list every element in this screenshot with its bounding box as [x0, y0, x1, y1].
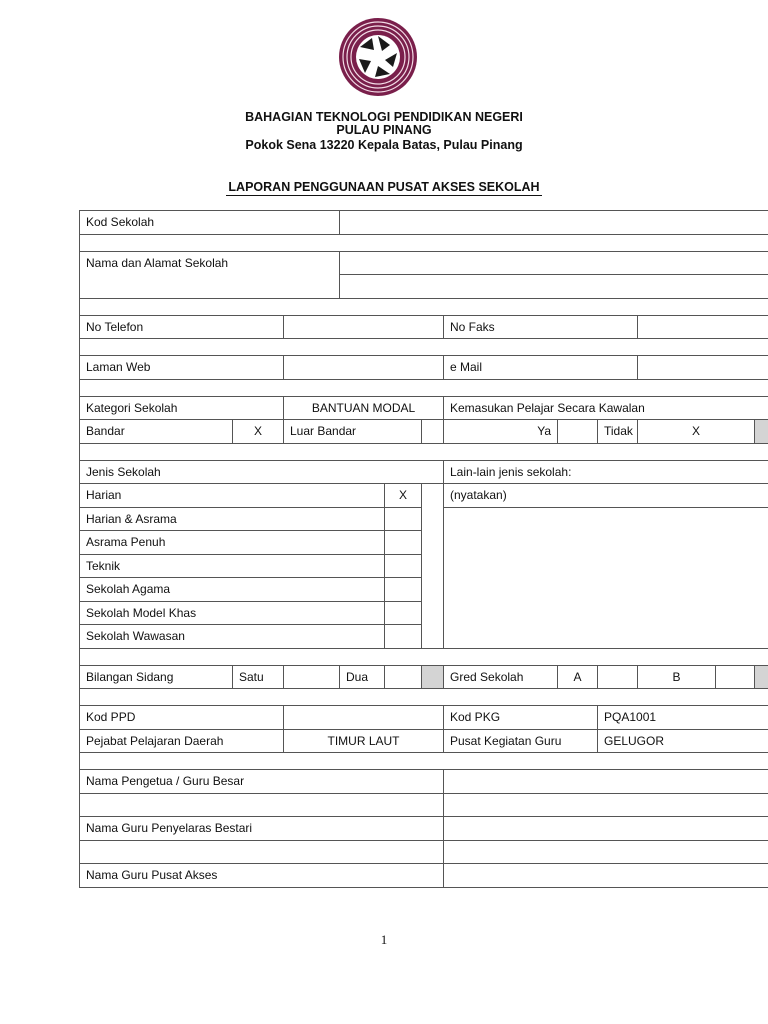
jenis-item-checkbox[interactable]: [385, 625, 422, 649]
blank-cell: [80, 793, 444, 817]
table-row: [80, 864, 768, 888]
jenis-item-checkbox[interactable]: X: [385, 484, 422, 508]
kod-ppd-label: Kod PPD: [80, 706, 284, 730]
satu-checkbox[interactable]: [284, 665, 340, 689]
nama-pusat-akses-field[interactable]: [444, 864, 768, 888]
pusat-kegiatan-label: Pusat Kegiatan Guru: [444, 729, 598, 753]
jenis-item-label: Harian: [80, 484, 385, 508]
gred-a-checkbox[interactable]: [598, 665, 638, 689]
org-address: Pokok Sena 13220 Kepala Batas, Pulau Pinang: [245, 138, 523, 152]
no-telefon-label: No Telefon: [80, 315, 284, 339]
kod-pkg-value: PQA1001: [598, 706, 768, 730]
jenis-item-checkbox[interactable]: [385, 507, 422, 531]
aperture-emblem-icon: [338, 17, 418, 97]
no-faks-label: No Faks: [444, 315, 638, 339]
shaded-cell: [755, 420, 768, 444]
jenis-item-checkbox[interactable]: [385, 531, 422, 555]
jenis-item-label: Sekolah Agama: [80, 578, 385, 602]
luar-bandar-checkbox[interactable]: [422, 420, 444, 444]
table-row: [80, 729, 768, 753]
nama-penyelaras-label: Nama Guru Penyelaras Bestari: [80, 817, 444, 841]
nama-penyelaras-field[interactable]: [444, 817, 768, 841]
table-row: [80, 817, 768, 841]
spacer-row: [80, 234, 768, 251]
spacer-row: [80, 339, 768, 356]
bandar-label: Bandar: [80, 420, 233, 444]
no-faks-field[interactable]: [638, 315, 768, 339]
spacer-row: [80, 648, 768, 665]
table-row: [80, 396, 768, 420]
jenis-item-label: Harian & Asrama: [80, 507, 385, 531]
no-telefon-field[interactable]: [284, 315, 444, 339]
email-field[interactable]: [638, 356, 768, 380]
pejabat-pelajaran-value: TIMUR LAUT: [284, 729, 444, 753]
table-row: [80, 460, 768, 484]
jenis-item-checkbox[interactable]: [385, 554, 422, 578]
gred-a-label: A: [558, 665, 598, 689]
dua-label: Dua: [340, 665, 385, 689]
table-row: [80, 420, 768, 444]
table-row: [80, 251, 768, 275]
email-label: e Mail: [444, 356, 638, 380]
form-title: LAPORAN PENGGUNAAN PUSAT AKSES SEKOLAH: [228, 180, 540, 194]
table-row: [80, 706, 768, 730]
satu-label: Satu: [233, 665, 284, 689]
nama-pengetua-label: Nama Pengetua / Guru Besar: [80, 770, 444, 794]
kemasukan-pelajar-label: Kemasukan Pelajar Secara Kawalan: [444, 396, 768, 420]
jenis-item-checkbox[interactable]: [385, 601, 422, 625]
jenis-blank-column: [422, 484, 444, 649]
lain-lain-field[interactable]: [444, 507, 768, 648]
gred-b-checkbox[interactable]: [716, 665, 755, 689]
jenis-item-checkbox[interactable]: [385, 578, 422, 602]
jenis-item-label: Sekolah Model Khas: [80, 601, 385, 625]
page-number: 1: [380, 932, 388, 947]
bilangan-sidang-label: Bilangan Sidang: [80, 665, 233, 689]
kod-pkg-label: Kod PKG: [444, 706, 598, 730]
blank-cell: [80, 840, 444, 864]
jenis-item-label: Teknik: [80, 554, 385, 578]
spacer-row: [80, 753, 768, 770]
dua-checkbox[interactable]: [385, 665, 422, 689]
table-row: [80, 770, 768, 794]
nama-alamat-label: Nama dan Alamat Sekolah: [80, 251, 340, 298]
table-row: [80, 793, 768, 817]
table-row: [80, 211, 768, 235]
tidak-checkbox[interactable]: X: [638, 420, 755, 444]
shaded-cell: [422, 665, 444, 689]
pusat-kegiatan-value: GELUGOR: [598, 729, 768, 753]
nama-pengetua-field[interactable]: [444, 770, 768, 794]
table-row: [80, 356, 768, 380]
kategori-sekolah-label: Kategori Sekolah: [80, 396, 284, 420]
spacer-row: [80, 689, 768, 706]
laman-web-label: Laman Web: [80, 356, 284, 380]
kod-sekolah-label: Kod Sekolah: [80, 211, 340, 235]
spacer-row: [80, 379, 768, 396]
pejabat-pelajaran-label: Pejabat Pelajaran Daerah: [80, 729, 284, 753]
table-row: [80, 840, 768, 864]
blank-field[interactable]: [444, 793, 768, 817]
ya-label: Ya: [444, 420, 558, 444]
org-name-line2: PULAU PINANG: [336, 123, 432, 137]
gred-sekolah-label: Gred Sekolah: [444, 665, 558, 689]
kod-ppd-field[interactable]: [284, 706, 444, 730]
nama-pusat-akses-label: Nama Guru Pusat Akses: [80, 864, 444, 888]
kategori-sekolah-value: BANTUAN MODAL: [284, 396, 444, 420]
jenis-item-label: Asrama Penuh: [80, 531, 385, 555]
jenis-item-label: Sekolah Wawasan: [80, 625, 385, 649]
report-form-table: [79, 210, 768, 888]
nama-alamat-field-1[interactable]: [340, 251, 768, 275]
table-row: [80, 484, 768, 508]
kod-sekolah-field[interactable]: [340, 211, 768, 235]
blank-field[interactable]: [444, 840, 768, 864]
spacer-row: [80, 298, 768, 315]
nyatakan-label: (nyatakan): [444, 484, 768, 508]
table-row: [80, 665, 768, 689]
laman-web-field[interactable]: [284, 356, 444, 380]
gred-b-label: B: [638, 665, 716, 689]
ya-checkbox[interactable]: [558, 420, 598, 444]
tidak-label: Tidak: [598, 420, 638, 444]
lain-lain-label: Lain-lain jenis sekolah:: [444, 460, 768, 484]
luar-bandar-label: Luar Bandar: [284, 420, 422, 444]
spacer-row: [80, 443, 768, 460]
bandar-checkbox[interactable]: X: [233, 420, 284, 444]
nama-alamat-field-2[interactable]: [340, 275, 768, 299]
jenis-sekolah-label: Jenis Sekolah: [80, 460, 444, 484]
table-row: [80, 315, 768, 339]
shaded-cell: [755, 665, 768, 689]
org-name-line1: BAHAGIAN TEKNOLOGI PENDIDIKAN NEGERI: [245, 110, 523, 124]
